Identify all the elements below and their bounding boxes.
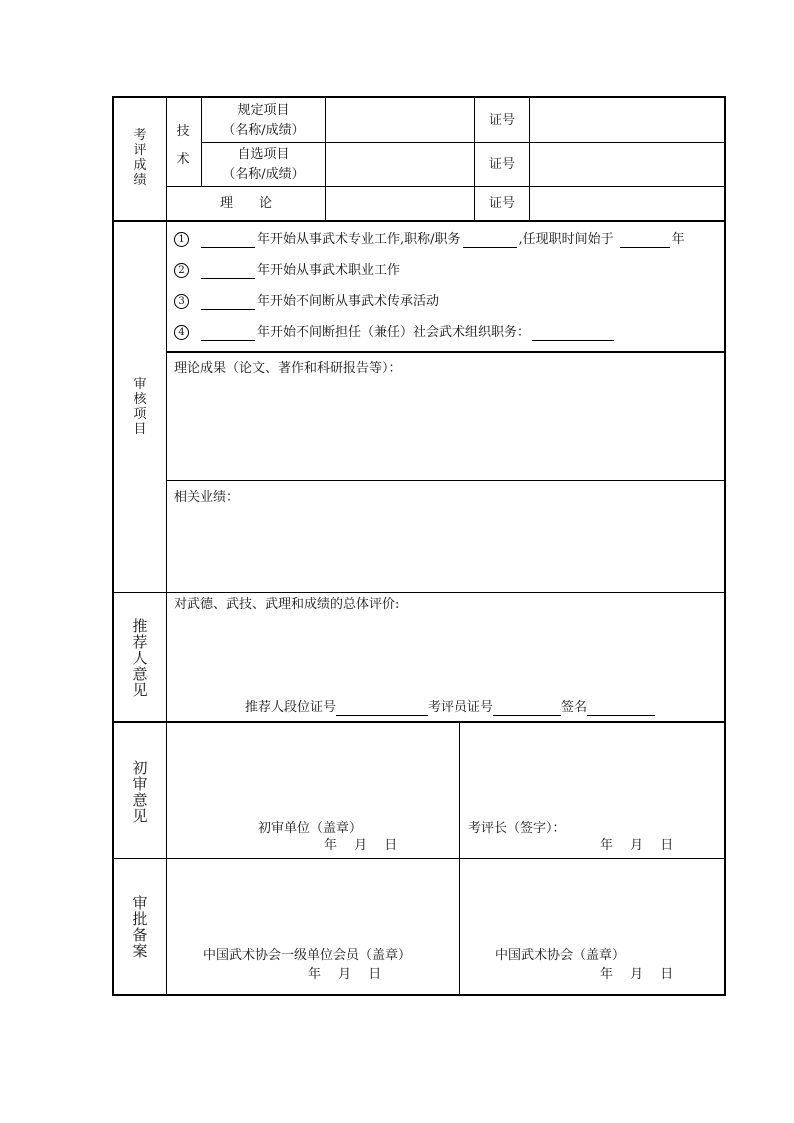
circled-number: 3	[174, 294, 189, 309]
theory-results-label: 理论成果（论文、著作和科研报告等）：	[174, 361, 402, 376]
compulsory-sub: （名称/成绩）	[222, 123, 305, 138]
year-blank[interactable]	[201, 234, 255, 248]
circled-number: 2	[174, 263, 189, 278]
chief-examiner-signature: 考评长（签字）：	[468, 821, 566, 836]
cert-label-optional: 证号	[488, 157, 515, 172]
dan-cert-blank[interactable]	[336, 702, 428, 716]
compulsory-value-field[interactable]	[327, 99, 473, 141]
theory-value-field[interactable]	[327, 188, 473, 219]
chief-date: 年 月 日	[600, 838, 674, 853]
related-achievements-field[interactable]	[170, 510, 720, 588]
review-item-3	[174, 294, 439, 310]
theory-results-field[interactable]	[170, 382, 720, 476]
cert-label-compulsory: 证号	[488, 113, 515, 128]
section-label-preliminary: 初审意见	[132, 759, 148, 825]
review-item-4	[174, 325, 616, 341]
section-label-recommender: 推荐人意见	[132, 617, 148, 699]
association-date: 年 月 日	[600, 967, 674, 982]
review-item-3-text: 年开始不间断从事武术传承活动	[257, 294, 440, 309]
section-label-scores: 考评成绩	[133, 128, 147, 188]
signature-blank[interactable]	[587, 702, 655, 716]
evaluation-label: 对武德、武技、武理和成绩的总体评价:	[174, 597, 400, 612]
section-label-approval: 审批备案	[132, 894, 148, 960]
section-label-review: 审核项目	[133, 377, 147, 437]
circled-number: 4	[174, 325, 189, 340]
evaluation-field[interactable]	[170, 616, 720, 696]
cert-field-optional[interactable]	[531, 144, 723, 185]
title-blank[interactable]	[463, 234, 517, 248]
review-item-1	[174, 232, 685, 248]
technique-label: 技术	[176, 124, 190, 167]
examiner-cert-blank[interactable]	[493, 702, 561, 716]
cert-field-compulsory[interactable]	[531, 99, 723, 141]
cert-label-theory: 证号	[488, 196, 515, 211]
review-item-1-text-a: 年开始从事武术专业工作,职称/职务	[257, 232, 461, 247]
cert-field-theory[interactable]	[531, 188, 723, 219]
start-year-blank[interactable]	[620, 234, 670, 248]
year-blank[interactable]	[201, 265, 255, 279]
optional-value-field[interactable]	[327, 144, 473, 185]
dan-cert-label: 推荐人段位证号	[245, 700, 337, 715]
review-item-2	[174, 263, 400, 279]
review-item-2-text: 年开始从事武术职业工作	[257, 263, 401, 278]
review-item-1-text-b: ,任现职时间始于	[518, 232, 614, 247]
year-blank[interactable]	[201, 327, 255, 341]
year-blank[interactable]	[201, 296, 255, 310]
association-stamp: 中国武术协会（盖章）	[495, 948, 626, 963]
review-item-4-text: 年开始不间断担任（兼任）社会武术组织职务：	[257, 325, 531, 340]
signature-label: 签名	[561, 700, 588, 715]
preliminary-unit-stamp: 初审单位（盖章）	[258, 821, 363, 836]
compulsory-title: 规定项目	[237, 103, 290, 118]
preliminary-date: 年 月 日	[324, 838, 398, 853]
member-date: 年 月 日	[308, 967, 382, 982]
review-item-1-text-c: 年	[671, 232, 685, 247]
recommender-sign-row	[245, 700, 655, 716]
member-unit-stamp: 中国武术协会一级单位会员（盖章）	[203, 948, 412, 963]
optional-sub: （名称/成绩）	[222, 167, 305, 182]
org-position-blank[interactable]	[532, 327, 614, 341]
optional-title: 自选项目	[237, 147, 290, 162]
examiner-cert-label: 考评员证号	[428, 700, 494, 715]
theory-label: 理 论	[219, 196, 272, 211]
related-achievements-label: 相关业绩：	[174, 490, 240, 505]
circled-number: 1	[174, 232, 189, 247]
